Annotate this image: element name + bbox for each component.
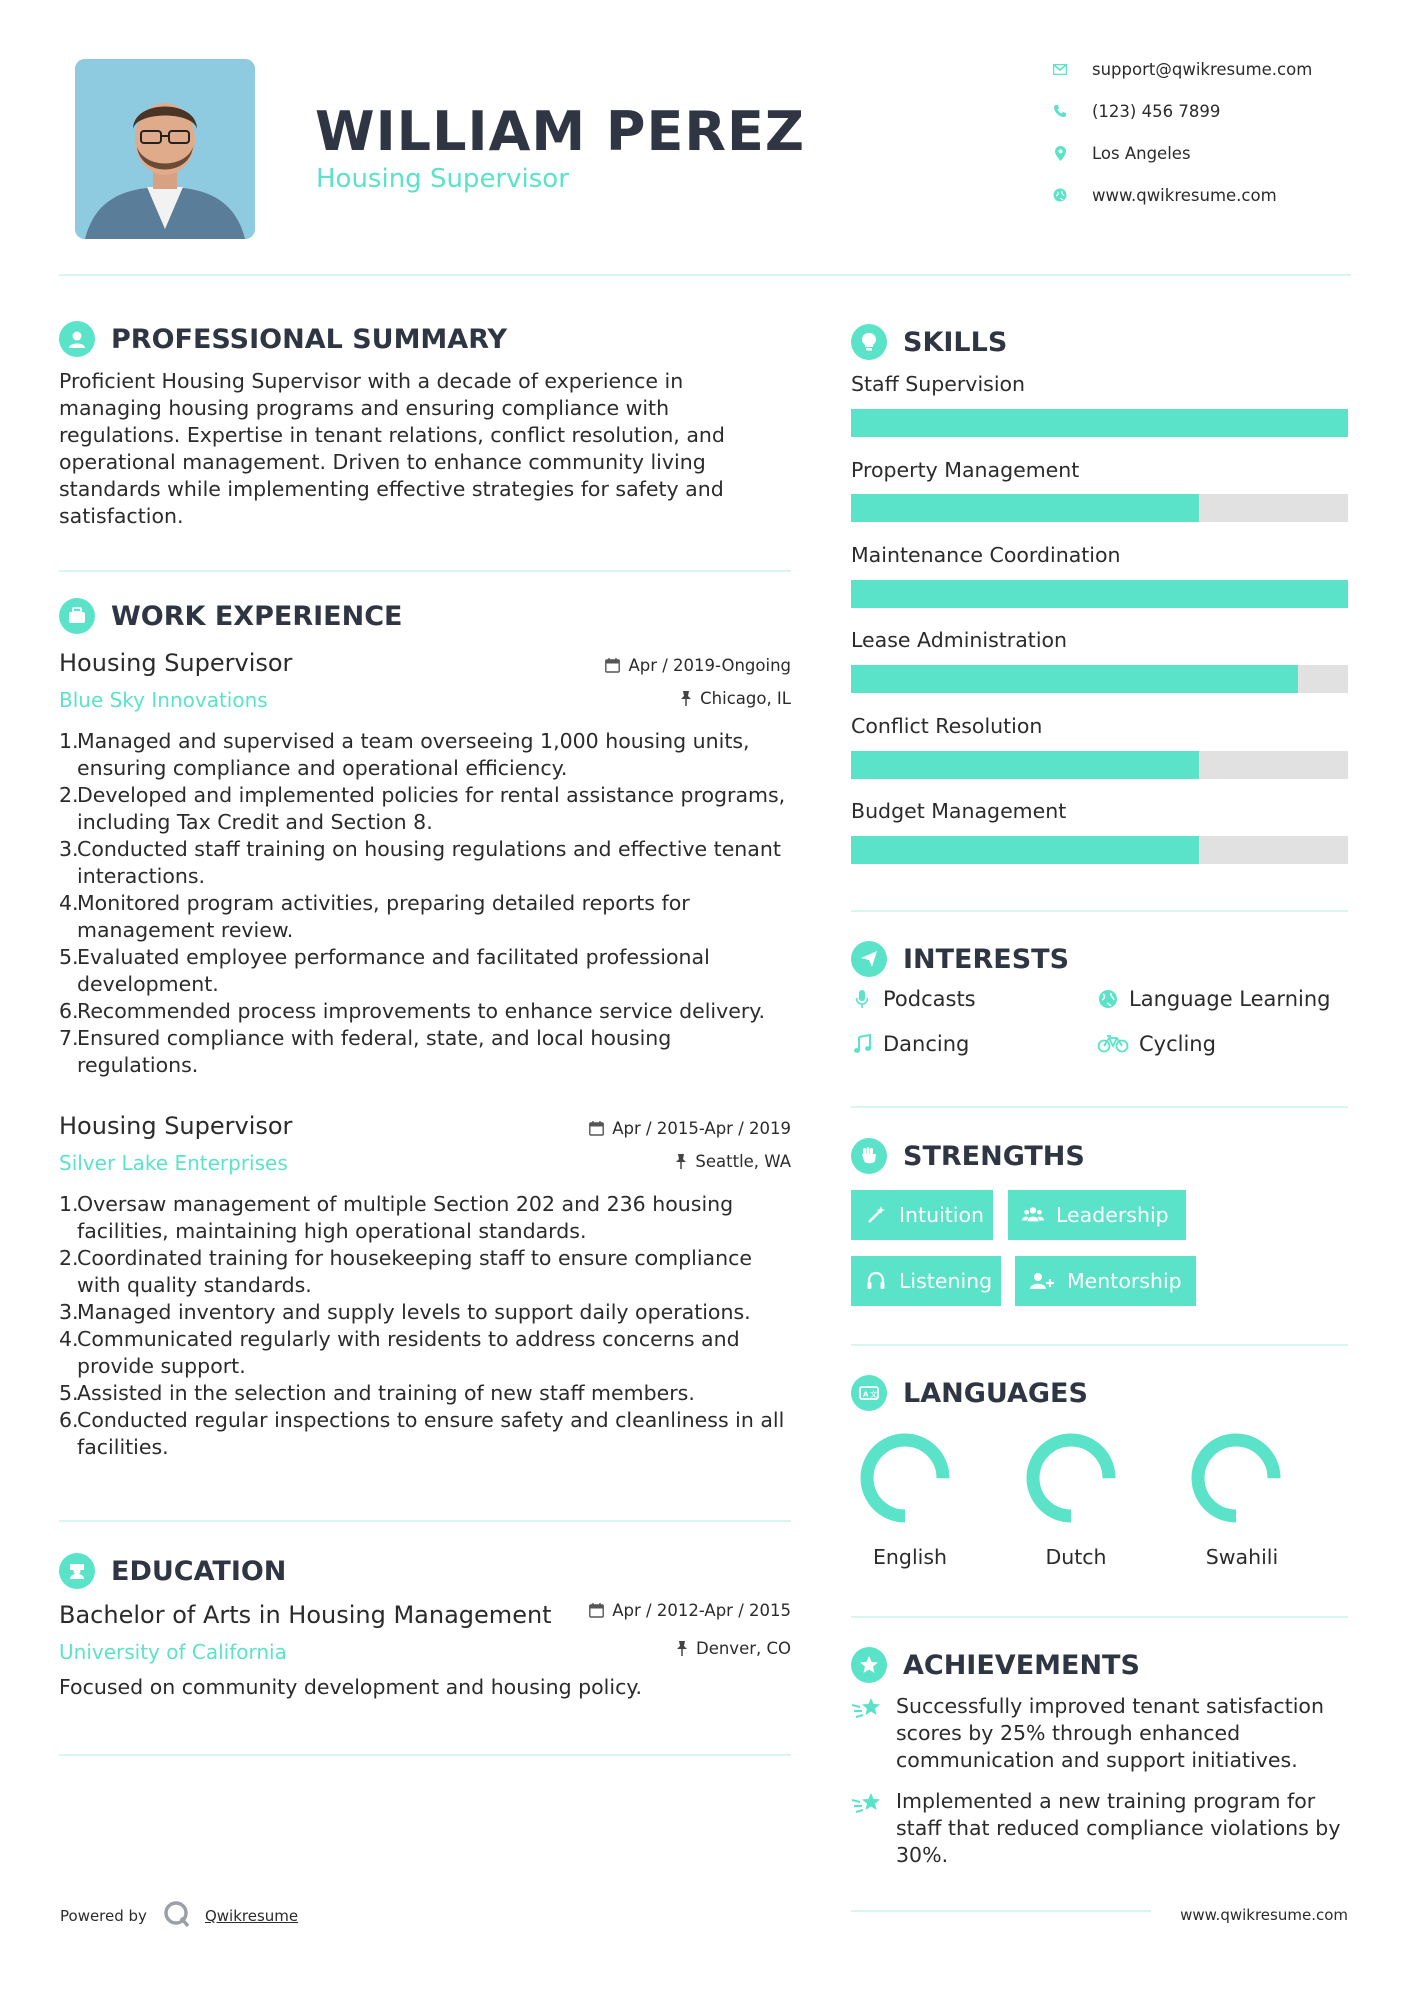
- graduation-icon: [59, 1553, 95, 1589]
- skill-bar: [851, 836, 1348, 864]
- achievement-item: Successfully improved tenant satisfaction scores by 25% through enhanced communication and support initiatives.: [851, 1693, 1351, 1774]
- phone-icon: [1052, 103, 1068, 119]
- pushpin-icon: [675, 1154, 687, 1169]
- calendar-icon: [589, 1603, 604, 1618]
- interests-heading: [851, 941, 1069, 977]
- contact-website-text: www.qwikresume.com: [1092, 185, 1277, 205]
- fist-icon: [851, 1138, 887, 1174]
- education-dates-text: Apr / 2012-Apr / 2015: [612, 1601, 791, 1620]
- translate-icon: [851, 1375, 887, 1411]
- achievements-divider: [851, 1910, 1151, 1912]
- achievements-heading: [851, 1647, 1140, 1683]
- briefcase-icon: [59, 598, 95, 634]
- star-badge-icon: [851, 1647, 887, 1683]
- magic-wand-icon: [865, 1204, 887, 1226]
- user-icon: [59, 321, 95, 357]
- education-school: University of California: [59, 1640, 287, 1664]
- education-title: EDUCATION: [111, 1555, 287, 1587]
- strength-chip: Listening: [851, 1256, 1001, 1306]
- languages-divider: [851, 1616, 1348, 1618]
- lightbulb-icon: [851, 324, 887, 360]
- list-item: 3. Conducted staff training on housing regulations and effective tenant interactions.: [59, 837, 781, 888]
- list-item: 1. Managed and supervised a team overseeing 1,000 housing units, ensuring compliance and operational efficiency.: [59, 729, 750, 780]
- interests-title: INTERESTS: [903, 943, 1070, 975]
- paper-plane-icon: [851, 941, 887, 977]
- skill-bar-fill: [851, 665, 1298, 693]
- calendar-icon: [589, 1121, 604, 1136]
- languages-heading: [851, 1375, 1088, 1411]
- skills-divider: [851, 910, 1348, 912]
- list-item: 4. Communicated regularly with residents to address concerns and provide support.: [59, 1327, 740, 1378]
- education-location-text: Denver, CO: [695, 1639, 791, 1658]
- job-2-dates: [540, 1119, 791, 1138]
- pushpin-icon: [680, 691, 692, 706]
- header-divider: [59, 274, 1351, 276]
- skill-bar-fill: [851, 751, 1199, 779]
- contact-email[interactable]: [1052, 56, 1352, 82]
- contact-phone-text: (123) 456 7899: [1092, 101, 1221, 121]
- job-2-company: Silver Lake Enterprises: [59, 1151, 288, 1175]
- skill-label: Budget Management: [851, 799, 1067, 823]
- list-item: 5. Evaluated employee performance and facilitated professional development.: [59, 945, 710, 996]
- job-1-dates: [540, 656, 791, 675]
- skill-bar: [851, 494, 1348, 522]
- profile-photo: [75, 59, 255, 239]
- svg-text:文: 文: [870, 1390, 877, 1399]
- strengths-divider: [851, 1344, 1348, 1346]
- svg-text:A: A: [863, 1390, 869, 1399]
- pushpin-icon: [676, 1641, 688, 1656]
- language-ring-arc: [1198, 1440, 1274, 1516]
- skill-bar: [851, 665, 1348, 693]
- strength-chip: Leadership: [1008, 1190, 1186, 1240]
- music-note-icon: [851, 1033, 873, 1055]
- language-ring-arc: [1033, 1440, 1109, 1516]
- list-item: 5. Assisted in the selection and training of new staff members.: [59, 1381, 695, 1405]
- list-item: 6. Recommended process improvements to enhance service delivery.: [59, 999, 766, 1023]
- job-1-company: Blue Sky Innovations: [59, 688, 268, 712]
- job-2-title: Housing Supervisor: [59, 1112, 293, 1140]
- contact-website[interactable]: [1052, 182, 1352, 208]
- interest-item: Cycling: [1097, 1032, 1216, 1056]
- language-ring-arc: [867, 1440, 943, 1516]
- skill-label: Maintenance Coordination: [851, 543, 1121, 567]
- list-item: 3. Managed inventory and supply levels to support daily operations.: [59, 1300, 751, 1324]
- users-icon: [1022, 1204, 1044, 1226]
- list-item: 4. Monitored program activities, preparing detailed reports for management review.: [59, 891, 690, 942]
- summary-heading: [59, 321, 507, 357]
- shooting-star-icon: [851, 1695, 883, 1723]
- skill-bar: [851, 751, 1348, 779]
- location-pin-icon: [1052, 145, 1068, 161]
- skills-title: SKILLS: [903, 326, 1008, 358]
- footer-url[interactable]: www.qwikresume.com: [1180, 1906, 1348, 1924]
- strength-chip: Intuition: [851, 1190, 993, 1240]
- list-item: 6. Conducted regular inspections to ensure safety and cleanliness in all facilities.: [59, 1408, 785, 1459]
- education-location: [540, 1639, 791, 1658]
- skill-bar: [851, 409, 1348, 437]
- summary-text: Proficient Housing Supervisor with a decade of experience in managing housing programs and ensuring compliance with regulations. Expertise in tenant relations, conflict resolution, and operational management. Driven to enhance community living standards while implementing effective strategies for safety and satisfaction.: [59, 369, 725, 528]
- contact-location: [1052, 140, 1352, 166]
- job-1-location: [540, 689, 791, 708]
- job-2-bullets: [59, 1191, 799, 1461]
- powered-by-label: Powered by: [60, 1907, 147, 1925]
- skill-bar-fill: [851, 409, 1348, 437]
- interest-item: Podcasts: [851, 987, 976, 1011]
- skill-label: Lease Administration: [851, 628, 1068, 652]
- achievements-title: ACHIEVEMENTS: [903, 1649, 1140, 1681]
- work-divider: [59, 1520, 791, 1522]
- list-item: 7. Ensured compliance with federal, state, and local housing regulations.: [59, 1026, 672, 1077]
- qwikresume-logo-icon: [163, 1900, 191, 1932]
- globe-icon: [1052, 187, 1068, 203]
- language-label: Dutch: [1045, 1545, 1107, 1569]
- language-proficiency-ring: [1190, 1432, 1282, 1524]
- globe-icon: [1097, 988, 1119, 1010]
- education-description: Focused on community development and housing policy.: [59, 1675, 643, 1699]
- email-icon: [1052, 61, 1068, 77]
- skill-bar: [851, 580, 1348, 608]
- microphone-icon: [851, 988, 873, 1010]
- language-label: English: [872, 1545, 948, 1569]
- interests-divider: [851, 1106, 1348, 1108]
- education-dates: [540, 1601, 791, 1620]
- summary-title: PROFESSIONAL SUMMARY: [111, 323, 508, 355]
- skill-bar-fill: [851, 580, 1348, 608]
- language-proficiency-ring: [1025, 1432, 1117, 1524]
- strengths-title: STRENGTHS: [903, 1140, 1085, 1172]
- interest-item: Dancing: [851, 1032, 969, 1056]
- job-1-location-text: Chicago, IL: [700, 689, 791, 708]
- education-divider: [59, 1754, 791, 1756]
- shooting-star-icon: [851, 1790, 883, 1818]
- achievement-item: Implemented a new training program for staff that reduced compliance violations by 30%.: [851, 1788, 1351, 1869]
- headphones-icon: [865, 1270, 887, 1292]
- job-2-dates-text: Apr / 2015-Apr / 2019: [612, 1119, 791, 1138]
- skill-label: Staff Supervision: [851, 372, 1026, 396]
- education-degree: Bachelor of Arts in Housing Management: [59, 1601, 552, 1629]
- interest-item: Language Learning: [1097, 987, 1330, 1011]
- contact-location-text: Los Angeles: [1092, 143, 1191, 163]
- strength-chip: Mentorship: [1015, 1256, 1196, 1306]
- bicycle-icon: [1097, 1033, 1129, 1055]
- work-heading: [59, 598, 402, 634]
- job-2-location: [540, 1152, 791, 1171]
- skill-bar-fill: [851, 494, 1199, 522]
- job-1-dates-text: Apr / 2019-Ongoing: [628, 656, 791, 675]
- qwikresume-link[interactable]: Qwikresume: [204, 1907, 299, 1925]
- summary-divider: [59, 570, 791, 572]
- powered-by: [60, 1900, 298, 1932]
- list-item: 2. Developed and implemented policies for rental assistance programs, including Tax Credit and Section 8.: [59, 783, 786, 834]
- language-proficiency-ring: [859, 1432, 951, 1524]
- list-item: 2. Coordinated training for housekeeping staff to ensure compliance with quality standards.: [59, 1246, 752, 1297]
- skills-heading: [851, 324, 1007, 360]
- candidate-name: WILLIAM PEREZ: [315, 100, 805, 163]
- list-item: 1. Oversaw management of multiple Section 202 and 236 housing facilities, maintaining high operational standards.: [59, 1192, 734, 1243]
- education-heading: [59, 1553, 286, 1589]
- strengths-heading: [851, 1138, 1085, 1174]
- user-plus-icon: [1029, 1270, 1055, 1292]
- work-title: WORK EXPERIENCE: [111, 600, 403, 632]
- contact-email-text: support@qwikresume.com: [1092, 59, 1313, 79]
- job-1-bullets: [59, 728, 799, 1079]
- skill-label: Property Management: [851, 458, 1080, 482]
- skill-label: Conflict Resolution: [851, 714, 1043, 738]
- calendar-icon: [605, 658, 620, 673]
- candidate-role: Housing Supervisor: [316, 164, 569, 194]
- languages-title: LANGUAGES: [903, 1377, 1088, 1409]
- language-label: Swahili: [1205, 1545, 1279, 1569]
- job-2-location-text: Seattle, WA: [695, 1152, 791, 1171]
- contact-phone[interactable]: [1052, 98, 1352, 124]
- skill-bar-fill: [851, 836, 1199, 864]
- job-1-title: Housing Supervisor: [59, 649, 293, 677]
